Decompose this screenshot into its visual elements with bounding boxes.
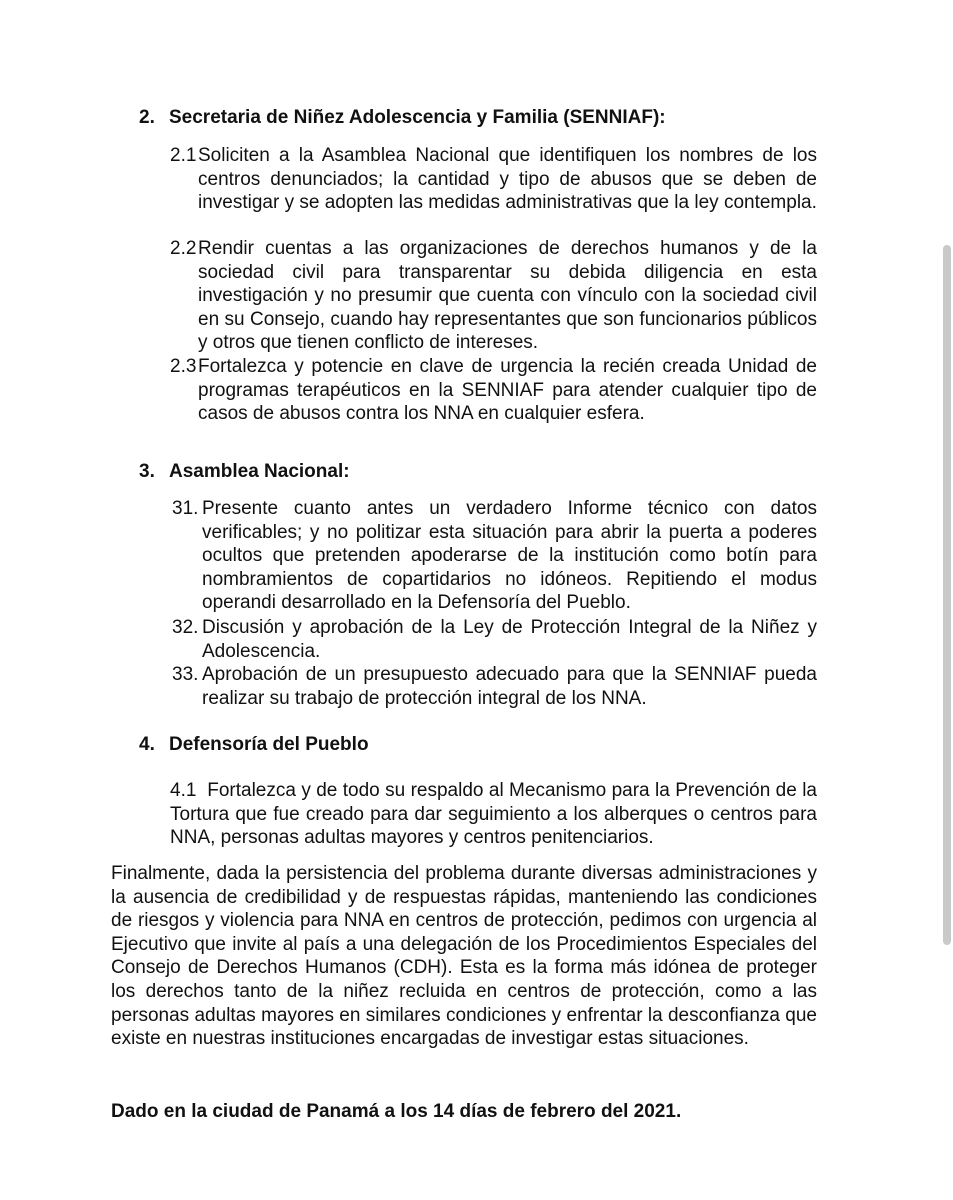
section-heading-defensoria xyxy=(139,733,369,757)
section-number: 3. xyxy=(139,461,155,482)
item-text: Fortalezca y potencie en clave de urgencia la recién creada Unidad de programas terapéuticos en la SENNIAF para atender cualquier tipo de casos de abusos contra los NNA en cualquier esfera. xyxy=(198,356,817,425)
section-heading-senniaf xyxy=(139,106,666,130)
item-text: Discusión y aprobación de la Ley de Protección Integral de la Niñez y Adolescencia. xyxy=(202,617,817,662)
scrollbar[interactable] xyxy=(943,245,951,945)
section-title: Asamblea Nacional: xyxy=(169,461,350,482)
item-number: 31. xyxy=(172,498,199,519)
list-item-2-3 xyxy=(170,355,817,426)
list-item-2-2 xyxy=(170,237,817,355)
section-title: Secretaria de Niñez Adolescencia y Familia (SENNIAF): xyxy=(169,107,666,128)
item-number: 2.2 xyxy=(170,238,197,259)
section-number: 2. xyxy=(139,107,155,128)
section-title: Defensoría del Pueblo xyxy=(169,734,369,755)
item-number: 33. xyxy=(172,664,199,685)
list-item-2-1 xyxy=(170,144,817,215)
closing-statement: Dado en la ciudad de Panamá a los 14 días de febrero del 2021. xyxy=(111,1101,682,1122)
list-item-32 xyxy=(172,616,817,663)
item-number: 4.1 xyxy=(170,780,197,801)
list-item-31 xyxy=(172,497,817,615)
list-item-33 xyxy=(172,663,817,710)
item-number: 2.1 xyxy=(170,145,197,166)
item-text: Aprobación de un presupuesto adecuado para que la SENNIAF pueda realizar su trabajo de protección integral de los NNA. xyxy=(202,664,817,709)
final-paragraph: Finalmente, dada la persistencia del problema durante diversas administraciones y la ausencia de credibilidad y de respuestas rápidas, manteniendo las condiciones de riesgos y violencia para NNA en centros de protección, pedimos con urgencia al Ejecutivo que invite al país a una delegación de los Procedimientos Especiales del Consejo de Derechos Humanos (CDH). Esta es la forma más idónea de proteger los derechos tanto de la niñez recluida en centros de protección, como a las personas adultas mayores en similares condiciones y enfrentar la desconfianza que existe en nuestras instituciones encargadas de investigar estas situaciones. xyxy=(111,863,817,1050)
section-heading-asamblea xyxy=(139,460,350,484)
section-number: 4. xyxy=(139,734,155,755)
item-text: Soliciten a la Asamblea Nacional que identifiquen los nombres de los centros denunciados; la cantidad y tipo de abusos que se deben de investigar y se adopten las medidas administrativas que la ley contempla. xyxy=(198,145,817,214)
item-number: 32. xyxy=(172,617,199,638)
item-number: 2.3 xyxy=(170,356,197,377)
item-text: Rendir cuentas a las organizaciones de derechos humanos y de la sociedad civil para transparentar su debida diligencia en esta investigación y no presumir que cuenta con vínculo con la sociedad civil en su Consejo, cuando hay representantes que son funcionarios públicos y otros que tienen conflicto de intereses. xyxy=(198,238,817,354)
list-item-4-1 xyxy=(170,779,817,850)
item-text: Presente cuanto antes un verdadero Informe técnico con datos verificables; y no politizar esta situación para abrir la puerta a poderes ocultos que pretenden apoderarse de la institución como botín para nombramientos de copartidarios no idóneos. Repitiendo el modus operandi desarrollado en la Defensoría del Pueblo. xyxy=(202,498,817,614)
item-text: Fortalezca y de todo su respaldo al Mecanismo para la Prevención de la Tortura que fue creado para dar seguimiento a los alberques o centros para NNA, personas adultas mayores y centros penitenciarios. xyxy=(170,780,817,849)
